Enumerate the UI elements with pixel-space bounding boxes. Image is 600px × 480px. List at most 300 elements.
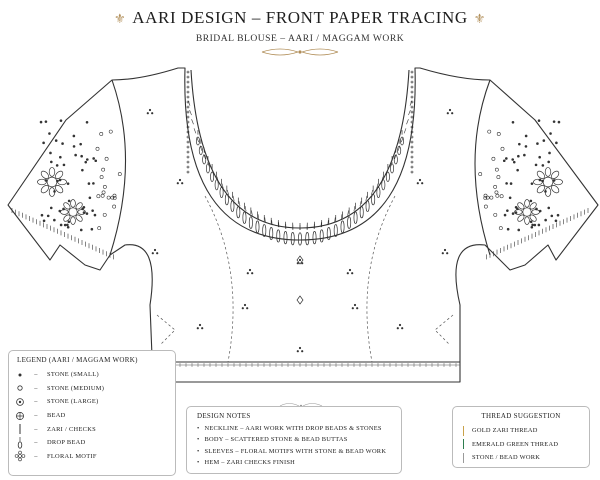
sleeve-stone [89,197,91,199]
sleeve-stone [488,130,491,133]
sleeve-stone [505,157,507,159]
sleeve-stone [538,120,540,122]
legend-dash: – [34,412,38,420]
butta-bead [246,307,248,309]
butta-bead [199,324,201,326]
sleeve-stone [50,161,52,163]
zari-check [341,214,342,219]
butta-bead [446,252,448,254]
drop-bead [284,231,287,244]
zari-check-icon [9,423,31,435]
neck-stone [411,71,413,73]
sleeve-stone [509,197,511,199]
butta-bead [151,112,153,114]
thread-suggestion-heading: THREAD SUGGESTION [481,412,561,420]
sleeve-stone [536,143,538,145]
sleeve-stone [501,147,504,150]
neck-stone [411,151,413,153]
sleeve-stone [45,121,47,123]
sleeve-stone [494,213,497,216]
sleeve-stone [63,164,65,166]
legend-dash: – [34,439,38,447]
sleeve-stone [96,147,99,150]
neckline-drop-beads [196,130,403,245]
legend-item [9,368,175,382]
legend-item-label: STONE (LARGE) [47,398,99,406]
sleeve-stone [98,227,101,230]
bead-icon [9,410,31,422]
butta-bead [154,249,156,251]
sleeve-stone [531,226,533,228]
butta-bead [251,272,253,274]
legend-item-label: DROP BEAD [47,439,86,447]
sleeve-stone [103,185,106,188]
sleeve-stone [75,154,77,156]
design-note-item [197,434,401,445]
neckline-inner [191,70,409,228]
drop-bead [298,233,301,246]
neck-stone [411,86,413,88]
butta-bead [299,347,301,349]
drop-bead [211,172,214,182]
neck-stone [411,111,413,113]
neck-stone [411,96,413,98]
sleeve-stone [92,210,94,212]
page-subtitle: BRIDAL BLOUSE – AARI / MAGGAM WORK [195,33,405,44]
legend-dash: – [34,398,38,406]
legend-dash: – [34,371,38,379]
sleeve-stone [48,133,50,135]
zari-check [245,206,246,211]
sleeve-stone [548,207,550,209]
right-princess-dart [367,196,395,362]
sleeve-stone [97,195,100,198]
neck-stone [187,166,189,168]
zari-check [190,110,192,115]
zari-check [366,196,367,201]
neck-stone [411,161,413,163]
sleeve-stone [530,200,532,202]
neck-stone [411,106,413,108]
drop-bead [313,231,316,244]
sleeve-stone [538,224,540,226]
sleeve-stone [512,213,514,215]
zari-check [258,214,259,219]
sleeve-stone [47,215,49,217]
drop-bead [372,194,375,205]
sleeve-stone [49,152,51,154]
medium-stone-icon [9,382,31,394]
sleeve-stone [503,160,505,162]
sleeve-stone [551,215,553,217]
sleeve-stone [496,194,499,197]
sleeve-stone [67,183,69,185]
butta-bead [244,304,246,306]
floral-motif [37,167,66,196]
zari-check [360,201,361,206]
legend-item-label: FLORAL MOTIF [47,452,97,460]
sleeve-stone [558,121,560,123]
sleeve-stone [80,143,82,145]
zari-check [354,206,355,211]
zari-check [407,119,409,124]
butta-bead [349,269,351,271]
drop-bead-icon [9,437,31,449]
thread-item-label: STONE / BEAD WORK [472,454,541,462]
sleeve-stone [86,121,88,123]
butta-bead [249,269,251,271]
sleeve-stone [518,229,520,231]
neck-stone [187,151,189,153]
sleeve-stone [80,229,82,231]
sleeve-stone [507,228,509,230]
butta-bead [442,252,444,254]
sleeve-stone [50,207,52,209]
butta-bead [299,259,301,261]
neck-stone [411,76,413,78]
drop-bead [243,212,246,224]
design-note-text: SLEEVES – FLORAL MOTIFS WITH STONE & BEAD WORK [204,447,387,455]
butta-bead [351,272,353,274]
sleeve-stone [43,142,45,144]
thread-swatch [463,426,464,436]
neck-stone [411,166,413,168]
sleeve-stone [41,214,43,216]
neck-stone [187,86,189,88]
sleeve-stone [525,145,527,147]
butta-bead [356,307,358,309]
sleeve-stone [523,154,525,156]
butta-bead [152,252,154,254]
design-note-item [197,446,401,457]
sleeve-stone [102,168,105,171]
sleeve-stone [479,172,482,175]
drop-bead [327,227,330,239]
butta-bead [181,182,183,184]
legend-item [9,382,175,396]
butta-bead [419,179,421,181]
zari-check [404,128,406,133]
sleeve-stone [101,194,104,197]
sleeve-stone [103,213,106,216]
neck-stone [411,171,413,173]
thread-swatch [463,453,464,463]
butta-bead [297,350,299,352]
drop-bead [256,221,259,233]
drop-bead [215,180,218,190]
butta-bead [177,182,179,184]
thread-item [453,451,589,465]
sleeve-stone [94,214,96,216]
sleeve-stone [553,121,555,123]
sleeve-stone [91,228,93,230]
design-notes-heading: DESIGN NOTES [197,412,251,420]
drop-bead [249,217,252,229]
left-side-dart [157,315,175,345]
large-stone [297,296,303,304]
neck-stone [411,146,413,148]
sleeve-stone [506,182,508,184]
neck-stone [187,171,189,173]
butta-bead [201,327,203,329]
drop-bead [220,187,223,197]
floral-motif-icon [9,450,31,462]
thread-item-label: EMERALD GREEN THREAD [472,440,559,448]
sleeve-stone [512,158,514,160]
sleeve-stone [68,221,70,223]
butta-bead [354,304,356,306]
zari-check [408,110,410,115]
neck-stone [411,91,413,93]
sleeve-stone [497,175,500,178]
sleeve-stone [68,200,70,202]
design-note-text: NECKLINE – AARI WORK WITH DROP BEADS & STONES [204,425,382,432]
sleeve-stone [67,226,69,228]
sleeve-stone [531,183,533,185]
sleeve-stone [40,121,42,123]
drop-bead [270,227,273,239]
neck-stone [187,76,189,78]
sleeve-stone [495,191,498,194]
sleeve-stone [534,224,536,226]
legend-item [9,395,175,409]
sleeve-stone [525,135,527,137]
thread-swatch [463,439,464,449]
legend-heading: LEGEND (AARI / MAGGAM WORK) [17,356,138,364]
sleeve-stone [532,224,534,226]
legend-item [9,450,175,464]
neck-stone [187,116,189,118]
drop-bead [390,164,393,173]
butta-bead [247,272,249,274]
zari-check [233,196,234,201]
neck-stone [411,141,413,143]
butta-bead [421,182,423,184]
right-armhole-seam [475,80,490,255]
thread-item [453,438,589,452]
sleeve-stone [555,220,557,222]
neck-stone [187,81,189,83]
sleeve-stone [517,169,519,171]
page-title-text: AARI DESIGN – FRONT PAPER TRACING [132,8,468,27]
sleeve-stone [73,145,75,147]
legend-dash: – [34,425,38,433]
body-buttas [147,109,454,352]
neck-stone [187,156,189,158]
sleeve-stone [62,143,64,145]
butta-bead [301,350,303,352]
drop-bead [237,207,240,218]
sleeve-stone [81,155,83,157]
sleeve-stone [105,157,108,160]
drop-bead [366,201,369,212]
butta-bead [156,252,158,254]
butta-bead [242,307,244,309]
sleeve-stone [66,224,68,226]
bullet-icon: • [197,459,200,467]
sleeve-stone [113,205,116,208]
legend-item-label: STONE (MEDIUM) [47,384,105,392]
sleeve-stone [518,143,520,145]
neck-stone [187,111,189,113]
butta-bead [179,179,181,181]
thread-item-label: GOLD ZARI THREAD [472,427,538,435]
design-notes-panel [186,406,402,474]
butta-bead [197,327,199,329]
butta-bead [449,109,451,111]
design-note-item [197,457,401,468]
bullet-icon: • [197,425,200,432]
sleeve-stone [484,194,487,197]
sleeve-stone [499,227,502,230]
blouse-outline [8,68,598,382]
sleeve-stone [510,183,512,185]
sleeve-stone [504,214,506,216]
drop-bead [263,224,266,236]
drop-bead [386,172,389,182]
zari-check [348,210,349,215]
neck-stone [187,106,189,108]
page-title [0,8,600,28]
sleeve-stone [43,220,45,222]
neck-stone [187,141,189,143]
zari-check [239,201,240,206]
legend-item [9,422,175,436]
sleeve-stone [517,155,519,157]
legend-item-label: STONE (SMALL) [47,371,99,379]
sleeve-stone [55,140,57,142]
bullet-icon: • [197,447,200,455]
drop-bead [277,230,280,242]
sleeve-stone [500,195,503,198]
right-side-dart [435,315,453,345]
sleeve-stone [550,133,552,135]
hem-zari-checks [153,363,460,367]
neck-stone [411,81,413,83]
sleeve-stone [118,172,121,175]
sleeve-stone [530,221,532,223]
small-stone-icon [9,369,31,381]
sleeve-stone [93,157,95,159]
neck-stone [187,96,189,98]
drop-bead [231,201,234,212]
sleeve-stone [548,161,550,163]
sleeve-stone [86,158,88,160]
neck-stone [187,91,189,93]
sleeve-stone [490,196,493,199]
drop-bead [291,232,294,245]
butta-bead [397,327,399,329]
sleeve-stone [56,164,58,166]
floral-motif [533,167,562,196]
design-note-item [197,423,401,434]
butta-bead [149,109,151,111]
sleeve-stone [512,121,514,123]
sleeve-stone [557,214,559,216]
drop-bead [394,155,397,164]
zari-check [192,119,194,124]
left-princess-dart [205,196,233,362]
fleur-ornament-icon: ⚜ [473,11,486,26]
large-stone-icon [9,396,31,408]
drop-bead [354,212,357,224]
thread-item [453,424,589,438]
sleeve-stone [86,213,88,215]
right-sleeve-work [479,120,588,260]
drop-bead [377,187,380,197]
left-armhole-seam [110,80,126,255]
neck-stone [187,161,189,163]
zari-check [194,128,196,133]
neck-stone [411,136,413,138]
neck-stone [411,156,413,158]
legend-item-label: BEAD [47,412,66,420]
legend-item [9,436,175,450]
flourish-divider-icon [260,46,340,58]
legend-dash: – [34,384,38,392]
sleeve-stone [494,185,497,188]
sleeve-stone [73,135,75,137]
sleeve-stone [549,152,551,154]
sleeve-stone [495,168,498,171]
drop-bead [341,221,344,233]
sleeve-stone [484,205,487,208]
legend-item-label: ZARI / CHECKS [47,425,96,433]
design-note-text: HEM – ZARI CHECKS FINISH [204,459,296,467]
sleeve-stone [53,219,55,221]
butta-bead [444,249,446,251]
sleeve-stone [555,142,557,144]
sleeve-stone [539,156,541,158]
butta-bead [399,324,401,326]
sleeve-stone [545,219,547,221]
sleeve-stone [102,191,105,194]
butta-bead [352,307,354,309]
sleeve-stone [542,164,544,166]
drop-bead [320,230,323,242]
butta-bead [447,112,449,114]
floral-motif [515,200,540,225]
sleeve-stone [492,157,495,160]
neck-stone [187,71,189,73]
sleeve-stone [107,196,110,199]
legend-panel [8,350,176,476]
neckline-aari-work [187,71,413,230]
design-note-text: BODY – SCATTERED STONE & BEAD BUTTAS [204,436,348,444]
sleeve-stone [60,224,62,226]
sleeve-stone [88,183,90,185]
butta-bead [347,272,349,274]
thread-suggestion-panel [452,406,590,468]
neck-stone [411,121,413,123]
drop-bead [203,155,206,164]
bullet-icon: • [197,436,200,444]
sleeve-stone [109,130,112,133]
drop-bead [306,232,309,245]
butta-bead [417,182,419,184]
butta-bead [401,327,403,329]
butta-bead [147,112,149,114]
legend-dash: – [34,452,38,460]
butta-bead [451,112,453,114]
sleeve-stone [113,194,116,197]
sleeve-stone [59,156,61,158]
sleeve-stone [85,161,87,163]
drop-bead [334,224,337,236]
neck-stone [411,116,413,118]
sleeve-stone [535,164,537,166]
sleeve-stone [100,175,103,178]
